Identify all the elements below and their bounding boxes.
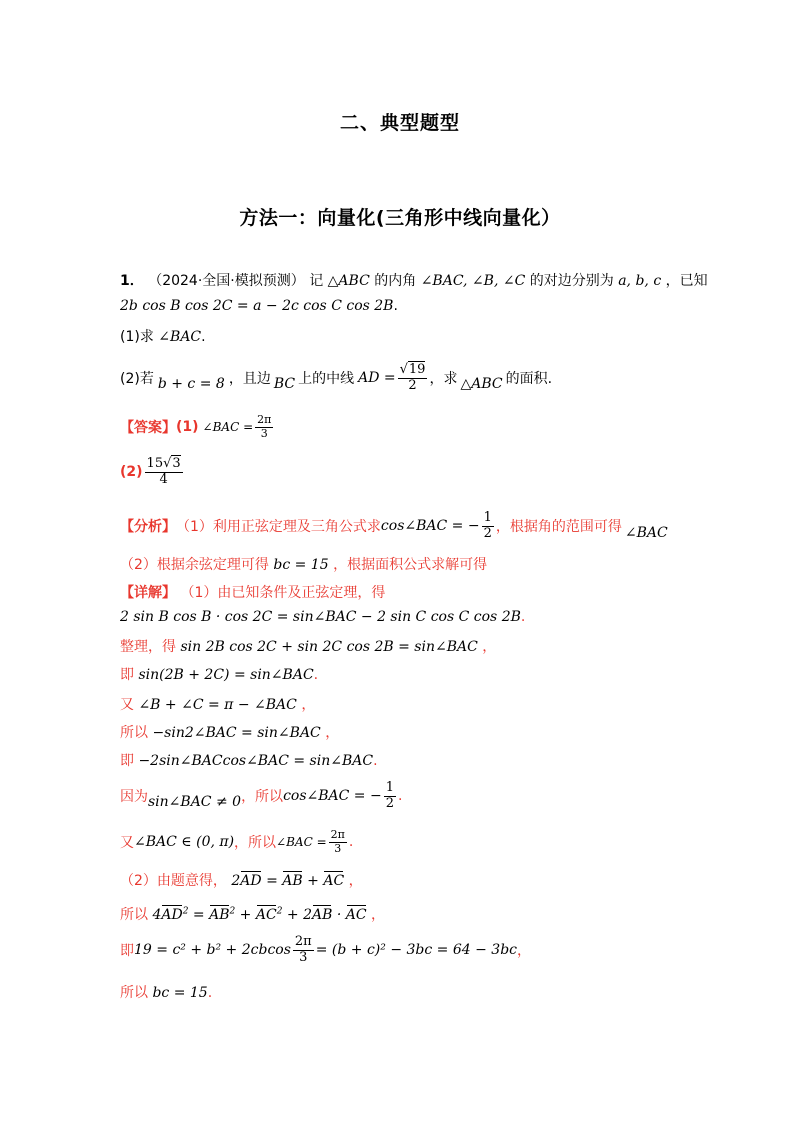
detail-text: 所以 bbox=[120, 907, 148, 923]
detail-fraction bbox=[293, 935, 314, 966]
detail-fraction bbox=[384, 781, 396, 812]
problem-part-2 bbox=[120, 358, 552, 398]
vector-equation: 2AD = AB + AC bbox=[231, 873, 345, 889]
vector-equation: $4AD^2 = AB^2 + AC^2 + 2AB$ · AC bbox=[152, 906, 367, 923]
part2-condition: b + c = 8 bbox=[157, 376, 225, 392]
problem-line-2 bbox=[120, 298, 398, 314]
answer-part-1 bbox=[120, 410, 275, 444]
detail-eq-1 bbox=[120, 609, 525, 625]
detail-intro bbox=[120, 582, 385, 602]
detail-eq-4 bbox=[120, 694, 315, 714]
part1-target: ∠BAC bbox=[158, 329, 202, 345]
detail-eq-12 bbox=[120, 982, 212, 1002]
detail-vector-eq-2 bbox=[120, 904, 385, 924]
problem-text: 上的中线 bbox=[298, 371, 355, 387]
detail-vector-eq-1 bbox=[120, 870, 363, 890]
analysis-line-2 bbox=[120, 554, 487, 574]
equation: sin(2B + 2C) = sin∠BAC bbox=[138, 667, 314, 683]
problem-text: ，且边 bbox=[228, 371, 271, 387]
comma: ， bbox=[325, 725, 340, 741]
detail-eq-7 bbox=[120, 776, 402, 816]
analysis-expr: cos∠BAC = − bbox=[380, 518, 480, 534]
period: . bbox=[313, 667, 319, 683]
median-fraction: $\frac{√19}{2}$ bbox=[399, 361, 426, 393]
median-ad: AD = bbox=[358, 370, 396, 386]
comma: ， bbox=[517, 943, 532, 959]
fraction-denominator: 2 bbox=[408, 377, 417, 393]
problem-number: 1． bbox=[120, 273, 144, 289]
answer-part-2 bbox=[120, 452, 185, 492]
detail-text: 又 bbox=[120, 835, 134, 851]
analysis-line-1 bbox=[120, 508, 668, 544]
answer-label: (2) bbox=[120, 464, 143, 480]
analysis-text: ，根据角的范围可得 bbox=[495, 519, 622, 535]
equation: bc = 15 bbox=[152, 985, 208, 1001]
comma: ， bbox=[348, 873, 363, 889]
period: . bbox=[201, 329, 206, 345]
problem-text: 的对边分别为 bbox=[529, 273, 614, 289]
fraction-numerator: 1 bbox=[385, 779, 394, 795]
fraction-denominator: 3 bbox=[334, 841, 342, 855]
detail-text: （2）由题意得， bbox=[120, 873, 227, 889]
method-heading: 方法一：向量化(三角形中线向量化） bbox=[239, 207, 561, 229]
equation: ∠BAC ∈ (0, π) bbox=[134, 834, 235, 850]
problem-text: 的面积. bbox=[505, 371, 553, 387]
section-heading: 二、典型题型 bbox=[339, 112, 460, 134]
comma: ， bbox=[371, 907, 386, 923]
equation: sin 2B cos 2C + sin 2C cos 2B = sin∠BAC bbox=[180, 639, 478, 655]
triangle-symbol: △ABC bbox=[327, 273, 370, 289]
fraction-numerator: 15 bbox=[146, 455, 164, 471]
detail-text: 即 bbox=[120, 753, 134, 769]
analysis-text: （2）根据余弦定理可得 bbox=[120, 557, 269, 573]
equation: cos∠BAC = − bbox=[283, 788, 382, 804]
fraction-numerator: 2π bbox=[257, 412, 272, 426]
equation: ∠BAC = bbox=[276, 835, 327, 849]
analysis-text: ，根据面积公式求解可得 bbox=[333, 557, 488, 573]
fraction-numerator: 2π bbox=[294, 933, 312, 949]
angles-expr: ∠BAC, ∠B, ∠C bbox=[420, 273, 526, 289]
answer-label: (1) bbox=[176, 419, 199, 435]
period: . bbox=[207, 985, 213, 1001]
detail-text: 即 bbox=[120, 667, 134, 683]
detail-eq-2 bbox=[120, 636, 496, 656]
detail-eq-11 bbox=[120, 930, 531, 970]
analysis-fraction bbox=[482, 511, 494, 542]
sqrt-radicand: 3 bbox=[172, 455, 181, 471]
answer-fraction: $\frac{15√3}{4}$ bbox=[146, 455, 181, 487]
equation: ∠B + ∠C = π − ∠BAC bbox=[138, 697, 297, 713]
analysis-expr: ∠BAC bbox=[624, 525, 668, 541]
period: . bbox=[393, 298, 398, 314]
comma: ， bbox=[301, 697, 316, 713]
problem-source: （2024·全国·模拟预测） bbox=[148, 273, 305, 289]
detail-eq-5 bbox=[120, 722, 339, 742]
analysis-text: （1）利用正弦定理及三角公式求 bbox=[176, 519, 381, 535]
part2-label: (2)若 bbox=[120, 371, 154, 387]
problem-part-1 bbox=[120, 326, 206, 346]
detail-text: （1）由已知条件及正弦定理，得 bbox=[180, 585, 386, 601]
detail-text: 又 bbox=[120, 697, 134, 713]
detail-eq-8 bbox=[120, 824, 353, 860]
sqrt-radicand: 19 bbox=[408, 361, 426, 377]
detail-text: 因为 bbox=[120, 789, 148, 805]
fraction-numerator: 2π bbox=[330, 827, 345, 841]
detail-text: 所以 bbox=[120, 985, 148, 1001]
fraction-denominator: 3 bbox=[260, 426, 268, 440]
detail-tag: 【详解】 bbox=[120, 585, 176, 601]
analysis-expr: bc = 15 bbox=[273, 557, 329, 573]
detail-text: 整理，得 bbox=[120, 639, 176, 655]
period: . bbox=[373, 753, 378, 769]
answer-fraction bbox=[255, 414, 273, 440]
detail-eq-3 bbox=[120, 664, 318, 684]
equation: 2 sin B cos B · cos 2C = sin∠BAC − 2 sin C cos C cos 2B bbox=[120, 609, 521, 625]
problem-text: ，求 bbox=[429, 371, 458, 387]
answer-tag: 【答案】 bbox=[120, 420, 176, 436]
equation: = (b + c)² − 3bc = 64 − 3bc bbox=[315, 942, 518, 958]
fraction-denominator: 3 bbox=[299, 949, 308, 965]
triangle-symbol: △ABC bbox=[460, 376, 503, 392]
period: . bbox=[520, 609, 526, 625]
detail-text: 即 bbox=[120, 943, 134, 959]
period: . bbox=[348, 834, 354, 850]
fraction-denominator: 4 bbox=[159, 471, 168, 487]
equation: −2sin∠BACcos∠BAC = sin∠BAC bbox=[138, 753, 374, 769]
problem-text: 记 bbox=[309, 273, 324, 289]
fraction-denominator: 2 bbox=[385, 795, 394, 811]
answer-expr: ∠BAC = bbox=[202, 420, 254, 434]
analysis-tag: 【分析】 bbox=[120, 519, 176, 535]
equation: −sin2∠BAC = sin∠BAC bbox=[152, 725, 321, 741]
part1-label: (1)求 bbox=[120, 329, 154, 345]
detail-text: ，所以 bbox=[234, 835, 277, 851]
comma: ， bbox=[482, 639, 497, 655]
detail-text: 所以 bbox=[120, 725, 148, 741]
problem-text: ，已知 bbox=[665, 273, 708, 289]
given-equation: 2b cos B cos 2C = a − 2c cos C cos 2B bbox=[120, 298, 394, 314]
equation: 19 = c² + b² + 2cbcos bbox=[134, 942, 291, 958]
fraction-denominator: 2 bbox=[483, 525, 492, 541]
sides-expr: a, b, c bbox=[618, 273, 662, 289]
problem-text: 的内角 bbox=[374, 273, 417, 289]
detail-fraction bbox=[329, 829, 347, 855]
problem-line-1 bbox=[120, 270, 708, 290]
side-bc: BC bbox=[273, 376, 296, 392]
fraction-numerator: 1 bbox=[483, 509, 492, 525]
detail-eq-6 bbox=[120, 750, 378, 770]
detail-text: ，所以 bbox=[241, 789, 284, 805]
equation: sin∠BAC ≠ 0 bbox=[148, 794, 242, 810]
period: . bbox=[398, 788, 403, 804]
